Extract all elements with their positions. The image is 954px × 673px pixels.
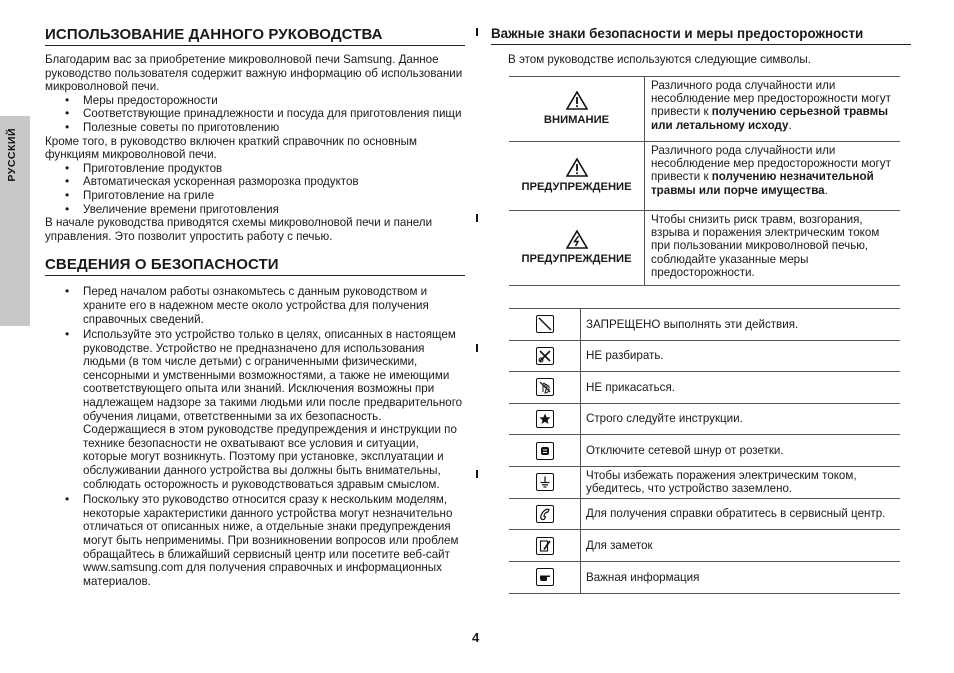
- table-row: [509, 142, 900, 211]
- list-item: • Перед началом работы ознакомьтесь с данным руководством и храните его в надежном месте около устройства для получения справочных сведений.: [45, 285, 465, 326]
- warning-triangle-icon: [566, 91, 588, 110]
- table-row: [509, 561, 900, 593]
- reference-paragraph: Кроме того, в руководство включен краткий справочник по основным функциям микроволновой печи.: [45, 134, 417, 162]
- no-touch-icon: [536, 378, 554, 396]
- crop-mark: [476, 470, 478, 478]
- electric-hazard-icon: [566, 230, 588, 249]
- follow-instructions-icon: [536, 410, 554, 428]
- warning-label-cell: [509, 211, 645, 286]
- diagram-paragraph: В начале руководства приводятся схемы микроволновой печи и панели управления. Это позволит упростить работу с печью.: [45, 216, 433, 243]
- unplug-icon: [536, 442, 554, 460]
- table-row: [509, 309, 900, 341]
- symbol-text: Чтобы избежать поражения электрическим током, убедитесь, что устройство заземлено.: [581, 466, 901, 498]
- service-phone-icon: [536, 505, 554, 523]
- warning-levels-table: [509, 76, 900, 286]
- symbol-icon-cell: [509, 561, 581, 593]
- warning-text-cell: [645, 142, 901, 211]
- functions-list: [45, 162, 465, 216]
- symbol-icon-cell: [509, 530, 581, 562]
- symbol-text: Для получения справки обратитесь в сервисный центр.: [581, 498, 901, 530]
- symbols-table: [509, 308, 900, 594]
- warning-text-bold: получению серьезной травмы или летальному исходу: [651, 105, 889, 132]
- section-title-safety: СВЕДЕНИЯ О БЕЗОПАСНОСТИ: [45, 256, 465, 276]
- prohibited-icon: [536, 315, 554, 333]
- symbol-text: ЗАПРЕЩЕНО выполнять эти действия.: [581, 309, 901, 341]
- warning-text-bold: получению незначительной травмы или порче имущества: [651, 170, 874, 197]
- warning-text: Различного рода случайности или несоблюдение мер предосторожности могут привести к: [651, 144, 891, 184]
- table-row: [509, 530, 900, 562]
- list-item: • Соответствующие принадлежности и посуда для приготовления пищи: [45, 107, 465, 121]
- table-row: [509, 466, 900, 498]
- warning-text-cell: [645, 77, 901, 142]
- table-row: [509, 211, 900, 286]
- symbol-text: Важная информация: [581, 561, 901, 593]
- symbol-icon-cell: [509, 403, 581, 435]
- symbol-text: НЕ разбирать.: [581, 340, 901, 372]
- list-item: • Приготовление продуктов: [45, 162, 465, 176]
- note-icon: [536, 537, 554, 555]
- list-item: • Автоматическая ускоренная разморозка продуктов: [45, 175, 465, 189]
- ground-icon: [536, 473, 554, 491]
- list-item: • Приготовление на гриле: [45, 189, 465, 203]
- warning-label-cell: [509, 142, 645, 211]
- safety-list: [45, 285, 465, 588]
- symbol-icon-cell: [509, 309, 581, 341]
- crop-mark: [476, 28, 478, 36]
- pointing-hand-icon: [536, 568, 554, 586]
- table-row: [509, 340, 900, 372]
- warning-text: Различного рода случайности или несоблюдение мер предосторожности могут привести к: [651, 79, 891, 119]
- warning-label: ПРЕДУПРЕЖДЕНИЕ: [521, 180, 632, 193]
- table-row: [509, 403, 900, 435]
- symbol-text: Строго следуйте инструкции.: [581, 403, 901, 435]
- language-side-tab-label: РУССКИЙ: [6, 128, 18, 182]
- warning-text-cell: Чтобы снизить риск травм, возгорания, взрыва и поражения электрическим током при пользовании микроволновой печью, соблюдайте указанные меры предосторожности.: [645, 211, 901, 286]
- symbol-text: НЕ прикасаться.: [581, 372, 901, 404]
- table-row: [509, 498, 900, 530]
- manual-contents-list: [45, 94, 465, 135]
- warning-label: ПРЕДУПРЕЖДЕНИЕ: [521, 252, 632, 265]
- symbol-icon-cell: [509, 466, 581, 498]
- intro-paragraph: Благодарим вас за приобретение микроволновой печи Samsung. Данное руководство пользователя содержит важную информацию об использовании микроволновой печи.: [45, 53, 463, 94]
- list-item: • Поскольку это руководство относится сразу к нескольким моделям, некоторые характеристики данного устройства могут незначительно отличаться от описанных ниже, а отдельные знаки предупреждения могут быть неприменимы. При возникновении вопросов или проблем обращайтесь в ближайший сервисный центр или посетите веб-сайт www.samsung.com для получения справочных и информационных материалов.: [45, 493, 465, 588]
- warning-text-end: .: [824, 183, 828, 197]
- page-number: 4: [472, 630, 480, 645]
- crop-mark: [476, 214, 478, 222]
- symbol-icon-cell: [509, 435, 581, 467]
- crop-mark: [476, 344, 478, 352]
- right-column: [491, 26, 911, 584]
- warning-text-end: .: [788, 118, 792, 132]
- list-item: • Полезные советы по приготовлению: [45, 121, 465, 135]
- warning-label-cell: [509, 77, 645, 142]
- section-title-manual-usage: ИСПОЛЬЗОВАНИЕ ДАННОГО РУКОВОДСТВА: [45, 26, 465, 46]
- symbol-text: Для заметок: [581, 530, 901, 562]
- symbols-intro: В этом руководстве используются следующие символы.: [508, 53, 811, 66]
- symbol-text: Отключите сетевой шнур от розетки.: [581, 435, 901, 467]
- table-row: [509, 77, 900, 142]
- symbol-icon-cell: [509, 498, 581, 530]
- table-row: [509, 372, 900, 404]
- symbol-icon-cell: [509, 340, 581, 372]
- symbol-icon-cell: [509, 372, 581, 404]
- table-row: [509, 435, 900, 467]
- list-item: • Меры предосторожности: [45, 94, 465, 108]
- safety-symbols-title: Важные знаки безопасности и меры предосторожности: [491, 26, 911, 45]
- warning-label: ВНИМАНИЕ: [543, 113, 610, 126]
- left-column: [45, 26, 465, 588]
- list-item: • Увеличение времени приготовления: [45, 203, 465, 217]
- no-disassemble-icon: [536, 347, 554, 365]
- warning-triangle-icon: [566, 158, 588, 177]
- list-item: • Используйте это устройство только в целях, описанных в настоящем руководстве. Устройство не предназначено для использования людьми (в том числе детьми) с ограниченными физическими, сенсорными и умственными возможностями, а также не имеющими соответствующего опыта или знаний. Исключения возможны при надлежащем надзоре за такими людьми или после предварительного обучения лицами, ответственными за их безопасность. Содержащиеся в этом руководстве предупреждения и инструкции по технике безопасности не охватывают все условия и ситуации, которые могут возникнуть. Поэтому при установке, эксплуатации и обслуживании данного устройства вы должны быть внимательны, соблюдать осторожность и руководствоваться здравым смыслом.: [45, 328, 465, 491]
